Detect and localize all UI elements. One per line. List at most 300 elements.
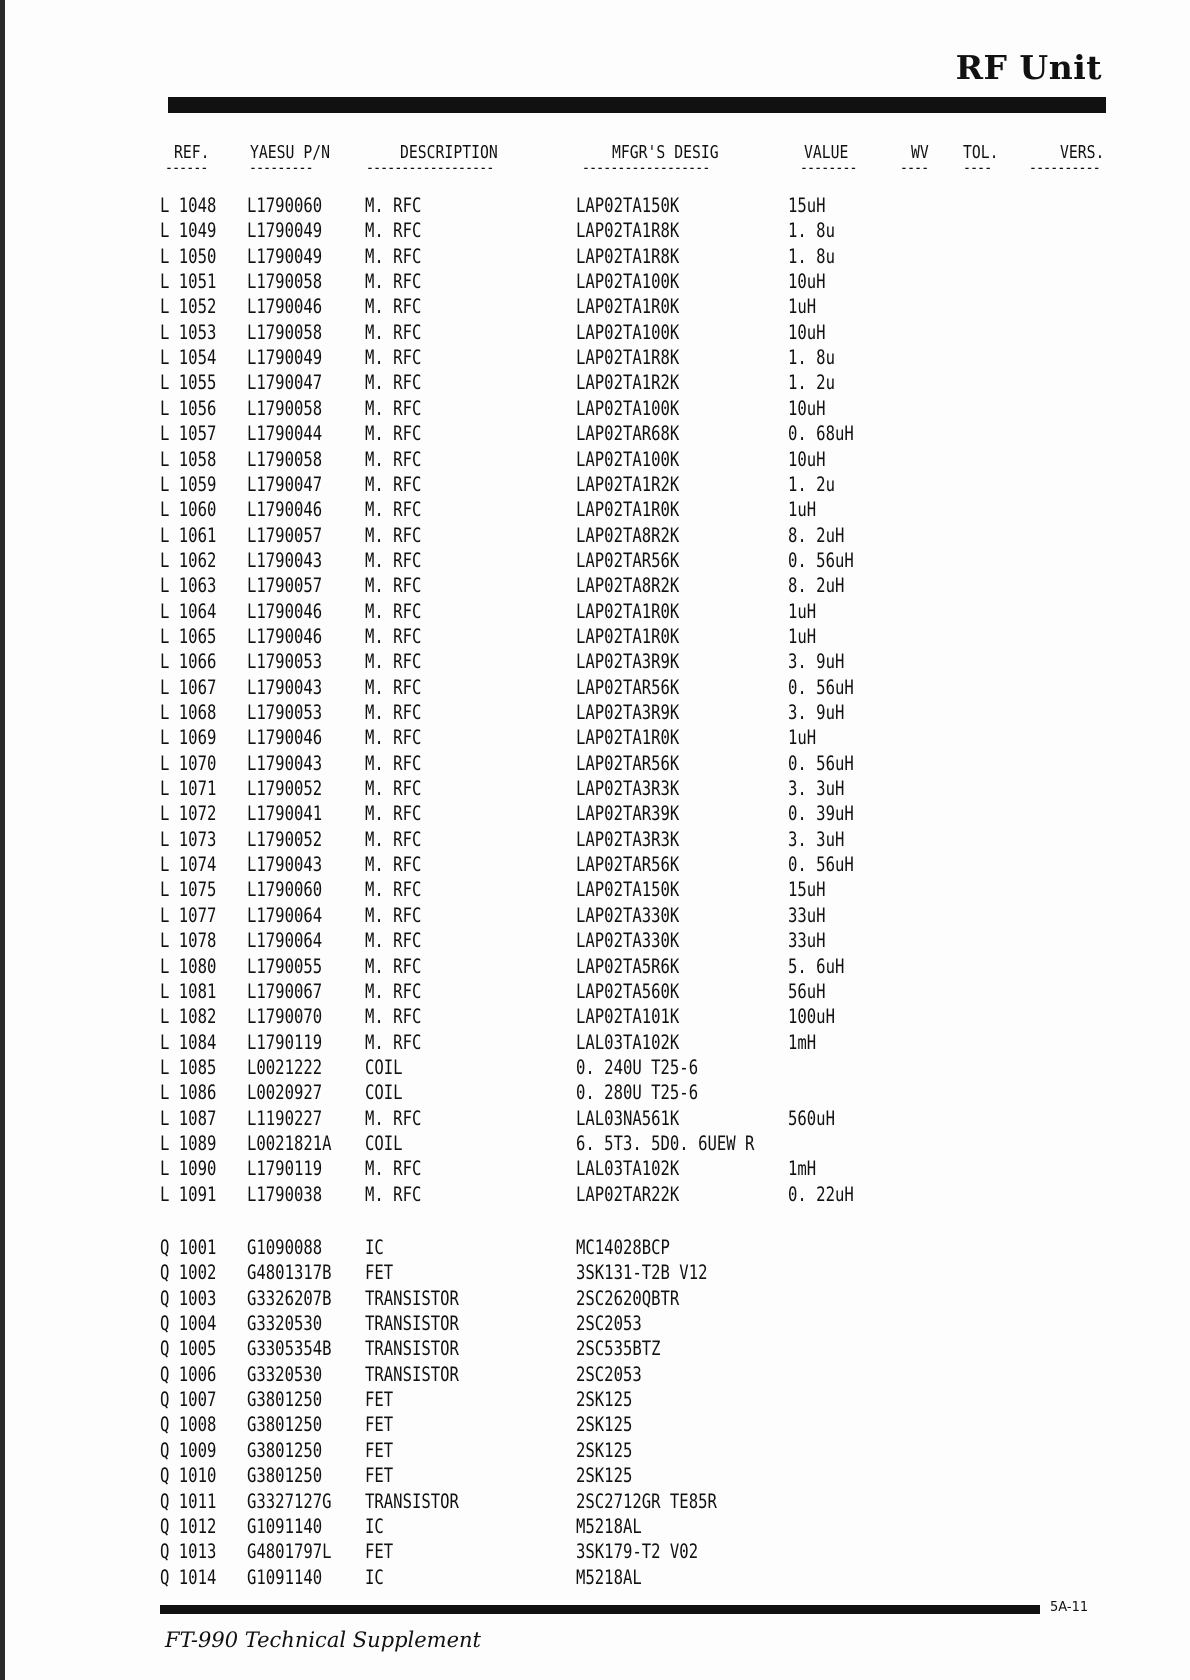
ref-cell: L 1075 bbox=[160, 878, 217, 902]
ref-cell: Q 1008 bbox=[160, 1413, 217, 1437]
table-row bbox=[0, 1439, 1190, 1463]
mfgr-desig-cell: 6. 5T3. 5D0. 6UEW R bbox=[576, 1131, 755, 1155]
table-row bbox=[0, 726, 1190, 750]
table-row bbox=[0, 1413, 1190, 1437]
ref-cell: L 1085 bbox=[160, 1055, 217, 1079]
mfgr-desig-cell: LAP02TA330K bbox=[576, 929, 680, 953]
description-cell: M. RFC bbox=[365, 1106, 422, 1130]
part-number-cell: L1790058 bbox=[247, 320, 323, 344]
mfgr-desig-cell: LAL03NA561K bbox=[576, 1106, 680, 1130]
ref-cell: Q 1013 bbox=[160, 1540, 217, 1564]
table-row bbox=[0, 397, 1190, 421]
part-number-cell: L1790060 bbox=[247, 194, 323, 217]
description-cell: M. RFC bbox=[365, 1005, 422, 1029]
mfgr-desig-cell: LAP02TAR39K bbox=[576, 802, 680, 826]
table-row bbox=[0, 1566, 1190, 1590]
mfgr-desig-cell: 2SC2712GR TE85R bbox=[576, 1489, 717, 1513]
value-cell: 100uH bbox=[788, 1005, 835, 1029]
description-cell: M. RFC bbox=[365, 675, 422, 699]
value-cell: 1mH bbox=[788, 1030, 817, 1054]
mfgr-desig-cell: LAP02TAR56K bbox=[576, 548, 680, 572]
ref-cell: L 1067 bbox=[160, 675, 217, 699]
mfgr-desig-cell: LAL03TA102K bbox=[576, 1030, 680, 1054]
value-cell: 1mH bbox=[788, 1157, 817, 1181]
value-cell: 1. 8u bbox=[788, 219, 835, 243]
part-number-cell: L1790046 bbox=[247, 726, 323, 750]
description-cell: M. RFC bbox=[365, 194, 422, 217]
table-row bbox=[0, 473, 1190, 497]
mfgr-desig-cell: 2SK125 bbox=[576, 1388, 633, 1412]
description-cell: M. RFC bbox=[365, 929, 422, 953]
col-header-value: VALUE bbox=[804, 142, 849, 163]
value-cell: 0. 68uH bbox=[788, 422, 854, 446]
col-header-wv: WV bbox=[911, 142, 929, 163]
value-cell: 8. 2uH bbox=[788, 574, 845, 598]
footer-rule bbox=[160, 1605, 1040, 1614]
ref-cell: Q 1006 bbox=[160, 1362, 217, 1386]
value-cell: 1. 8u bbox=[788, 244, 835, 268]
table-row bbox=[0, 904, 1190, 928]
mfgr-desig-cell: LAP02TA150K bbox=[576, 194, 680, 217]
mfgr-desig-cell: LAP02TAR22K bbox=[576, 1182, 680, 1206]
table-row bbox=[0, 574, 1190, 598]
table-row bbox=[0, 1515, 1190, 1539]
table-row bbox=[0, 1287, 1190, 1311]
value-cell: 0. 56uH bbox=[788, 675, 854, 699]
description-cell: M. RFC bbox=[365, 1030, 422, 1054]
page-title: RF Unit bbox=[955, 48, 1102, 87]
mfgr-desig-cell: LAP02TA1R0K bbox=[576, 498, 680, 522]
description-cell: IC bbox=[365, 1236, 384, 1259]
table-row bbox=[0, 955, 1190, 979]
part-number-cell: G4801317B bbox=[247, 1261, 332, 1285]
description-cell: M. RFC bbox=[365, 624, 422, 648]
description-cell: TRANSISTOR bbox=[365, 1286, 459, 1310]
table-row bbox=[0, 498, 1190, 522]
description-cell: M. RFC bbox=[365, 903, 422, 927]
part-number-cell: L1790053 bbox=[247, 701, 323, 724]
ref-cell: L 1069 bbox=[160, 726, 217, 750]
ref-cell: L 1050 bbox=[160, 244, 217, 268]
col-header-ref: REF. bbox=[174, 142, 210, 163]
mfgr-desig-cell: 0. 240U T25-6 bbox=[576, 1055, 699, 1079]
part-number-cell: L1790046 bbox=[247, 599, 323, 623]
value-cell: 10uH bbox=[788, 447, 826, 471]
ref-cell: L 1078 bbox=[160, 929, 217, 953]
description-cell: COIL bbox=[365, 1055, 403, 1079]
description-cell: M. RFC bbox=[365, 1157, 422, 1181]
table-row bbox=[0, 245, 1190, 269]
description-cell: M. RFC bbox=[365, 701, 422, 724]
part-number-cell: L1790055 bbox=[247, 954, 323, 978]
value-cell: 560uH bbox=[788, 1106, 835, 1130]
part-number-cell: L1790043 bbox=[247, 675, 323, 699]
table-row bbox=[0, 371, 1190, 395]
mfgr-desig-cell: LAP02TA3R9K bbox=[576, 650, 680, 674]
value-cell: 1uH bbox=[788, 599, 817, 623]
description-cell: M. RFC bbox=[365, 650, 422, 674]
part-number-cell: G3801250 bbox=[247, 1464, 323, 1488]
header-rule bbox=[168, 97, 1106, 113]
part-number-cell: L1790041 bbox=[247, 802, 323, 826]
col-rule-ref: ------ bbox=[165, 158, 208, 177]
table-row bbox=[0, 1337, 1190, 1361]
table-row bbox=[0, 1236, 1190, 1260]
ref-cell: L 1054 bbox=[160, 346, 217, 370]
part-number-cell: L1790046 bbox=[247, 295, 323, 319]
part-number-cell: L1190227 bbox=[247, 1106, 323, 1130]
description-cell: COIL bbox=[365, 1081, 403, 1105]
part-number-cell: G3801250 bbox=[247, 1413, 323, 1437]
description-cell: M. RFC bbox=[365, 777, 422, 801]
description-cell: TRANSISTOR bbox=[365, 1362, 459, 1386]
table-row bbox=[0, 1157, 1190, 1181]
description-cell: COIL bbox=[365, 1131, 403, 1155]
mfgr-desig-cell: LAP02TA1R8K bbox=[576, 346, 680, 370]
mfgr-desig-cell: LAP02TA1R0K bbox=[576, 624, 680, 648]
mfgr-desig-cell: LAP02TAR56K bbox=[576, 675, 680, 699]
mfgr-desig-cell: 2SK125 bbox=[576, 1438, 633, 1462]
description-cell: M. RFC bbox=[365, 270, 422, 294]
ref-cell: L 1055 bbox=[160, 371, 217, 395]
part-number-cell: G4801797L bbox=[247, 1540, 332, 1564]
part-number-cell: L1790049 bbox=[247, 219, 323, 243]
description-cell: M. RFC bbox=[365, 371, 422, 395]
ref-cell: Q 1011 bbox=[160, 1489, 217, 1513]
table-row bbox=[0, 1132, 1190, 1156]
col-rule-desc: ------------------ bbox=[366, 158, 494, 177]
table-row bbox=[0, 1312, 1190, 1336]
value-cell: 1. 2u bbox=[788, 472, 835, 496]
ref-cell: Q 1010 bbox=[160, 1464, 217, 1488]
part-number-cell: L1790052 bbox=[247, 827, 323, 851]
mfgr-desig-cell: 0. 280U T25-6 bbox=[576, 1081, 699, 1105]
ref-cell: L 1048 bbox=[160, 194, 217, 217]
mfgr-desig-cell: LAP02TA8R2K bbox=[576, 523, 680, 547]
table-row bbox=[0, 448, 1190, 472]
ref-cell: Q 1003 bbox=[160, 1286, 217, 1310]
table-row bbox=[0, 1363, 1190, 1387]
col-rule-vers: ---------- bbox=[1029, 158, 1100, 177]
part-number-cell: L1790058 bbox=[247, 396, 323, 420]
ref-cell: L 1062 bbox=[160, 548, 217, 572]
part-number-cell: L1790043 bbox=[247, 853, 323, 877]
description-cell: M. RFC bbox=[365, 447, 422, 471]
mfgr-desig-cell: LAP02TA100K bbox=[576, 320, 680, 344]
mfgr-desig-cell: LAP02TA1R2K bbox=[576, 472, 680, 496]
ref-cell: L 1073 bbox=[160, 827, 217, 851]
description-cell: M. RFC bbox=[365, 726, 422, 750]
part-number-cell: G3801250 bbox=[247, 1388, 323, 1412]
ref-cell: L 1082 bbox=[160, 1005, 217, 1029]
ref-cell: L 1068 bbox=[160, 701, 217, 724]
part-number-cell: G1090088 bbox=[247, 1236, 323, 1259]
description-cell: M. RFC bbox=[365, 574, 422, 598]
description-cell: M. RFC bbox=[365, 979, 422, 1003]
part-number-cell: L1790038 bbox=[247, 1182, 323, 1206]
col-rule-pn: --------- bbox=[249, 158, 313, 177]
table-row bbox=[0, 1081, 1190, 1105]
part-number-cell: L1790047 bbox=[247, 371, 323, 395]
table-row bbox=[0, 828, 1190, 852]
part-number-cell: L1790064 bbox=[247, 929, 323, 953]
mfgr-desig-cell: 3SK131-T2B V12 bbox=[576, 1261, 708, 1285]
mfgr-desig-cell: 2SC2620QBTR bbox=[576, 1286, 680, 1310]
table-row bbox=[0, 1056, 1190, 1080]
value-cell: 0. 56uH bbox=[788, 548, 854, 572]
mfgr-desig-cell: LAP02TAR68K bbox=[576, 422, 680, 446]
ref-cell: L 1084 bbox=[160, 1030, 217, 1054]
col-rule-mfgr: ------------------ bbox=[582, 158, 710, 177]
part-number-cell: L1790046 bbox=[247, 498, 323, 522]
mfgr-desig-cell: LAP02TA1R0K bbox=[576, 599, 680, 623]
value-cell: 0. 56uH bbox=[788, 751, 854, 775]
table-row bbox=[0, 980, 1190, 1004]
part-number-cell: L1790053 bbox=[247, 650, 323, 674]
value-cell: 3. 3uH bbox=[788, 827, 845, 851]
value-cell: 1. 2u bbox=[788, 371, 835, 395]
part-number-cell: L1790052 bbox=[247, 777, 323, 801]
part-number-cell: L1790119 bbox=[247, 1030, 323, 1054]
table-row bbox=[0, 1005, 1190, 1029]
description-cell: M. RFC bbox=[365, 1182, 422, 1206]
description-cell: M. RFC bbox=[365, 523, 422, 547]
part-number-cell: G3326207B bbox=[247, 1286, 332, 1310]
mfgr-desig-cell: M5218AL bbox=[576, 1565, 642, 1589]
ref-cell: L 1049 bbox=[160, 219, 217, 243]
table-row bbox=[0, 219, 1190, 243]
ref-cell: L 1074 bbox=[160, 853, 217, 877]
table-row bbox=[0, 549, 1190, 573]
table-row bbox=[0, 650, 1190, 674]
value-cell: 0. 56uH bbox=[788, 853, 854, 877]
table-row bbox=[0, 346, 1190, 370]
ref-cell: Q 1012 bbox=[160, 1514, 217, 1538]
value-cell: 15uH bbox=[788, 194, 826, 217]
value-cell: 0. 22uH bbox=[788, 1182, 854, 1206]
mfgr-desig-cell: 2SC2053 bbox=[576, 1312, 642, 1336]
description-cell: FET bbox=[365, 1540, 394, 1564]
table-row bbox=[0, 676, 1190, 700]
description-cell: M. RFC bbox=[365, 396, 422, 420]
ref-cell: L 1066 bbox=[160, 650, 217, 674]
part-number-cell: L1790057 bbox=[247, 574, 323, 598]
table-row bbox=[0, 321, 1190, 345]
value-cell: 1uH bbox=[788, 624, 817, 648]
value-cell: 10uH bbox=[788, 270, 826, 294]
description-cell: M. RFC bbox=[365, 853, 422, 877]
ref-cell: L 1071 bbox=[160, 777, 217, 801]
part-number-cell: L1790044 bbox=[247, 422, 323, 446]
description-cell: M. RFC bbox=[365, 422, 422, 446]
mfgr-desig-cell: LAP02TA150K bbox=[576, 878, 680, 902]
ref-cell: L 1086 bbox=[160, 1081, 217, 1105]
mfgr-desig-cell: LAP02TA100K bbox=[576, 447, 680, 471]
part-number-cell: G3320530 bbox=[247, 1362, 323, 1386]
value-cell: 10uH bbox=[788, 396, 826, 420]
description-cell: TRANSISTOR bbox=[365, 1489, 459, 1513]
col-rule-tol: ---- bbox=[963, 158, 992, 177]
ref-cell: Q 1014 bbox=[160, 1565, 217, 1589]
part-number-cell: L0021222 bbox=[247, 1055, 323, 1079]
table-row bbox=[0, 1261, 1190, 1285]
mfgr-desig-cell: LAL03TA102K bbox=[576, 1157, 680, 1181]
part-number-cell: G3327127G bbox=[247, 1489, 332, 1513]
value-cell: 3. 9uH bbox=[788, 650, 845, 674]
mfgr-desig-cell: M5218AL bbox=[576, 1514, 642, 1538]
ref-cell: L 1063 bbox=[160, 574, 217, 598]
mfgr-desig-cell: LAP02TA1R2K bbox=[576, 371, 680, 395]
ref-cell: L 1052 bbox=[160, 295, 217, 319]
col-header-mfgr: MFGR'S DESIG bbox=[612, 142, 719, 163]
ref-cell: L 1058 bbox=[160, 447, 217, 471]
description-cell: IC bbox=[365, 1514, 384, 1538]
col-rule-wv: ---- bbox=[900, 158, 929, 177]
table-row bbox=[0, 194, 1190, 218]
table-row bbox=[0, 1107, 1190, 1131]
description-cell: FET bbox=[365, 1261, 394, 1285]
table-row bbox=[0, 422, 1190, 446]
mfgr-desig-cell: MC14028BCP bbox=[576, 1236, 670, 1259]
mfgr-desig-cell: LAP02TA101K bbox=[576, 1005, 680, 1029]
mfgr-desig-cell: LAP02TAR56K bbox=[576, 751, 680, 775]
table-row bbox=[0, 600, 1190, 624]
ref-cell: Q 1009 bbox=[160, 1438, 217, 1462]
table-row bbox=[0, 878, 1190, 902]
description-cell: IC bbox=[365, 1565, 384, 1589]
table-row bbox=[0, 295, 1190, 319]
value-cell: 8. 2uH bbox=[788, 523, 845, 547]
ref-cell: L 1057 bbox=[160, 422, 217, 446]
table-row bbox=[0, 1464, 1190, 1488]
table-row bbox=[0, 1490, 1190, 1514]
table-row bbox=[0, 1183, 1190, 1207]
description-cell: M. RFC bbox=[365, 244, 422, 268]
description-cell: M. RFC bbox=[365, 346, 422, 370]
description-cell: FET bbox=[365, 1438, 394, 1462]
description-cell: FET bbox=[365, 1413, 394, 1437]
table-row bbox=[0, 1388, 1190, 1412]
value-cell: 10uH bbox=[788, 320, 826, 344]
mfgr-desig-cell: 2SK125 bbox=[576, 1464, 633, 1488]
part-number-cell: L1790058 bbox=[247, 270, 323, 294]
value-cell: 1uH bbox=[788, 295, 817, 319]
description-cell: FET bbox=[365, 1388, 394, 1412]
mfgr-desig-cell: LAP02TA100K bbox=[576, 270, 680, 294]
value-cell: 33uH bbox=[788, 929, 826, 953]
part-number-cell: L1790067 bbox=[247, 979, 323, 1003]
mfgr-desig-cell: LAP02TAR56K bbox=[576, 853, 680, 877]
mfgr-desig-cell: LAP02TA1R8K bbox=[576, 219, 680, 243]
ref-cell: L 1070 bbox=[160, 751, 217, 775]
part-number-cell: L0021821A bbox=[247, 1131, 332, 1155]
part-number-cell: L1790043 bbox=[247, 548, 323, 572]
ref-cell: L 1065 bbox=[160, 624, 217, 648]
part-number-cell: L0020927 bbox=[247, 1081, 323, 1105]
mfgr-desig-cell: 2SK125 bbox=[576, 1413, 633, 1437]
footer-text: FT-990 Technical Supplement bbox=[165, 1628, 481, 1652]
col-rule-value: -------- bbox=[800, 158, 857, 177]
part-number-cell: L1790064 bbox=[247, 903, 323, 927]
mfgr-desig-cell: LAP02TA8R2K bbox=[576, 574, 680, 598]
part-number-cell: L1790119 bbox=[247, 1157, 323, 1181]
description-cell: M. RFC bbox=[365, 219, 422, 243]
ref-cell: L 1059 bbox=[160, 472, 217, 496]
ref-cell: Q 1002 bbox=[160, 1261, 217, 1285]
ref-cell: L 1051 bbox=[160, 270, 217, 294]
description-cell: TRANSISTOR bbox=[365, 1312, 459, 1336]
ref-cell: Q 1004 bbox=[160, 1312, 217, 1336]
mfgr-desig-cell: LAP02TA560K bbox=[576, 979, 680, 1003]
mfgr-desig-cell: LAP02TA1R8K bbox=[576, 244, 680, 268]
value-cell: 5. 6uH bbox=[788, 954, 845, 978]
value-cell: 15uH bbox=[788, 878, 826, 902]
col-header-tol: TOL. bbox=[963, 142, 999, 163]
ref-cell: L 1087 bbox=[160, 1106, 217, 1130]
ref-cell: L 1090 bbox=[160, 1157, 217, 1181]
ref-cell: L 1081 bbox=[160, 979, 217, 1003]
part-number-cell: G3801250 bbox=[247, 1438, 323, 1462]
part-number-cell: L1790057 bbox=[247, 523, 323, 547]
ref-cell: L 1060 bbox=[160, 498, 217, 522]
part-number-cell: L1790046 bbox=[247, 624, 323, 648]
description-cell: M. RFC bbox=[365, 751, 422, 775]
mfgr-desig-cell: LAP02TA1R0K bbox=[576, 726, 680, 750]
value-cell: 0. 39uH bbox=[788, 802, 854, 826]
table-row bbox=[0, 777, 1190, 801]
col-header-desc: DESCRIPTION bbox=[400, 142, 498, 163]
table-row bbox=[0, 1540, 1190, 1564]
part-number-cell: G1091140 bbox=[247, 1565, 323, 1589]
table-row bbox=[0, 625, 1190, 649]
description-cell: M. RFC bbox=[365, 827, 422, 851]
description-cell: M. RFC bbox=[365, 599, 422, 623]
part-number-cell: G3320530 bbox=[247, 1312, 323, 1336]
ref-cell: L 1089 bbox=[160, 1131, 217, 1155]
ref-cell: L 1080 bbox=[160, 954, 217, 978]
value-cell: 1. 8u bbox=[788, 346, 835, 370]
table-row bbox=[0, 802, 1190, 826]
part-number-cell: L1790043 bbox=[247, 751, 323, 775]
ref-cell: L 1053 bbox=[160, 320, 217, 344]
mfgr-desig-cell: 2SC535BTZ bbox=[576, 1337, 661, 1361]
mfgr-desig-cell: LAP02TA1R0K bbox=[576, 295, 680, 319]
ref-cell: L 1072 bbox=[160, 802, 217, 826]
value-cell: 33uH bbox=[788, 903, 826, 927]
mfgr-desig-cell: 3SK179-T2 V02 bbox=[576, 1540, 699, 1564]
value-cell: 3. 3uH bbox=[788, 777, 845, 801]
description-cell: M. RFC bbox=[365, 878, 422, 902]
description-cell: TRANSISTOR bbox=[365, 1337, 459, 1361]
page-number: 5A-11 bbox=[1050, 1600, 1089, 1615]
table-row bbox=[0, 853, 1190, 877]
value-cell: 56uH bbox=[788, 979, 826, 1003]
description-cell: M. RFC bbox=[365, 498, 422, 522]
description-cell: FET bbox=[365, 1464, 394, 1488]
mfgr-desig-cell: LAP02TA3R3K bbox=[576, 827, 680, 851]
ref-cell: Q 1007 bbox=[160, 1388, 217, 1412]
mfgr-desig-cell: LAP02TA3R9K bbox=[576, 701, 680, 724]
ref-cell: Q 1001 bbox=[160, 1236, 217, 1259]
ref-cell: Q 1005 bbox=[160, 1337, 217, 1361]
ref-cell: L 1077 bbox=[160, 903, 217, 927]
table-row bbox=[0, 929, 1190, 953]
description-cell: M. RFC bbox=[365, 295, 422, 319]
description-cell: M. RFC bbox=[365, 802, 422, 826]
part-number-cell: L1790070 bbox=[247, 1005, 323, 1029]
part-number-cell: L1790060 bbox=[247, 878, 323, 902]
col-header-vers: VERS. bbox=[1060, 142, 1105, 163]
